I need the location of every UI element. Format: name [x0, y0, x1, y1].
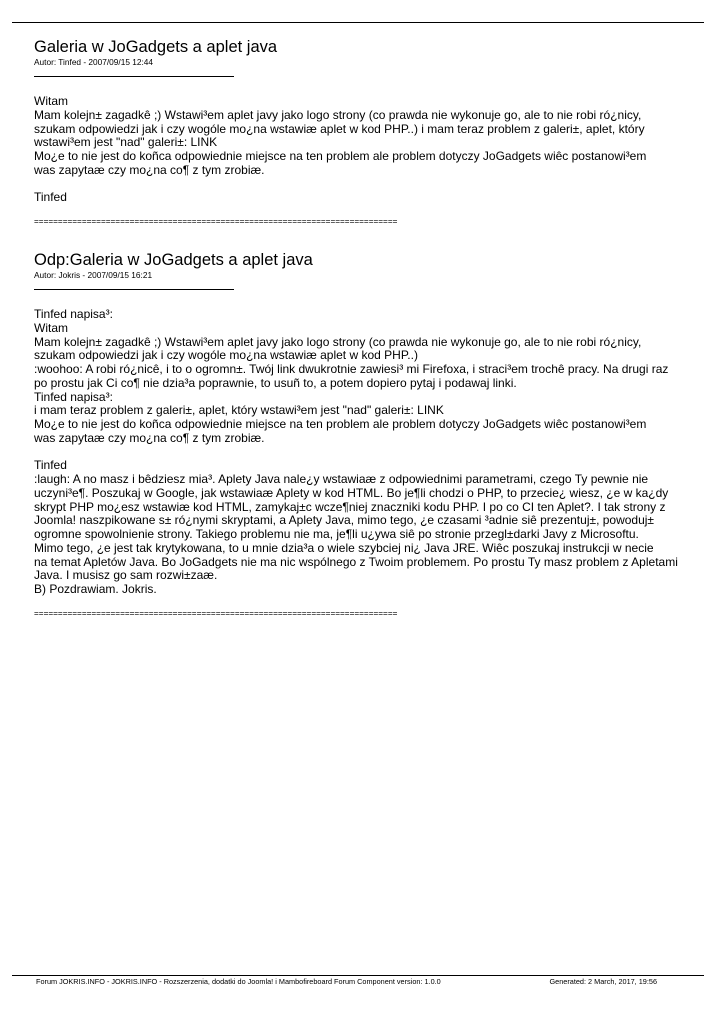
post-line: skrypt PHP mo¿esz wstawiæ kod HTML, zamykaj±c wcze¶niej znaczniki kodu PHP. I po co CI ten Aplet?. I tak strony z [34, 499, 666, 514]
post-author-date: Autor: Jokris - 2007/09/15 16:21 [34, 270, 153, 280]
post-line: Mimo tego, ¿e jest tak krytykowana, to u mnie dzia³a o wiele szybciej ni¿ Java JRE. Wiêc poszukaj instrukcji w necie [34, 540, 654, 555]
post-line: Witam [34, 320, 68, 335]
post-line: Tinfed [34, 458, 67, 473]
post-title: Odp:Galeria w JoGadgets a aplet java [34, 251, 313, 269]
post-line: Mo¿e to nie jest do koñca odpowiednie miejsce na ten problem ale problem dotyczy JoGadgets wiêc postanowi³em [34, 149, 647, 163]
post-author-date: Autor: Tinfed - 2007/09/15 12:44 [34, 57, 154, 67]
post-line: :laugh: A no masz i bêdziesz mia³. Aplety Java nale¿y wstawiaæ z odpowiednimi parametrami, czego Ty pewnie nie [34, 472, 649, 486]
footer-rule [12, 975, 704, 976]
post-line: Joomla! naszpikowane s± ró¿nymi skryptami, a Aplety Java, mimo tego, ¿e czasami ³adnie siê prezentuj±, powoduj± [34, 513, 655, 528]
forum-post [34, 251, 684, 619]
quote-header: Tinfed napisa³: [34, 307, 113, 321]
footer-source: Forum JOKRIS.INFO - JOKRIS.INFO - Rozszerzenia, dodatki do Joomla! i Mambofireboard Forum Component version: 1.0.0 [36, 977, 441, 986]
post-separator: ============================================================================ [34, 217, 398, 226]
post-line: Mo¿e to nie jest do koñca odpowiednie miejsce na ten problem ale problem dotyczy JoGadgets wiêc postanowi³em [34, 417, 647, 431]
post-line: was zapytaæ czy mo¿na co¶ z tym zrobiæ. [34, 162, 265, 177]
post-line: Mam kolejn± zagadkê ;) Wstawi³em aplet javy jako logo strony (co prawda nie wykonuje go, ale to nie robi ró¿nicy, [34, 334, 642, 349]
post-line: was zapytaæ czy mo¿na co¶ z tym zrobiæ. [34, 430, 265, 445]
post-line: :woohoo: A robi ró¿nicê, i to o ogromn±. Twój link dwukrotnie zawiesi³ mi Firefoxa, i straci³em trochê pracy. Na drugi raz [34, 362, 669, 376]
post-line: szukam odpowiedzi jak i czy wogóle mo¿na wstawiæ aplet w kod PHP..) i mam teraz problem z galeri±, aplet, który [34, 121, 645, 136]
post-line: B) Pozdrawiam. Jokris. [34, 582, 157, 596]
post-line: Mam kolejn± zagadkê ;) Wstawi³em aplet javy jako logo strony (co prawda nie wykonuje go, ale to nie robi ró¿nicy, [34, 107, 642, 122]
post-line: Witam [34, 94, 68, 108]
post-separator: ============================================================================ [34, 608, 398, 618]
post-line: wstawi³em jest "nad" galeri±: LINK [34, 135, 218, 150]
post-line: po prostu jak Ci co¶ nie dzia³a poprawnie, to usuñ to, a potem dopiero pytaj i podawaj linki. [34, 375, 517, 390]
post-line: Java. I musisz go sam rozwi±zaæ. [34, 568, 218, 583]
post-line: szukam odpowiedzi jak i czy wogóle mo¿na wstawiæ aplet w kod PHP..) [34, 348, 418, 363]
post-body [34, 308, 684, 597]
page-top-rule [12, 22, 704, 23]
title-underline [34, 289, 234, 290]
post-line: i mam teraz problem z galeri±, aplet, który wstawi³em jest "nad" galeri±: LINK [34, 403, 444, 418]
post-line: uczyni³e¶. Poszukaj w Google, jak wstawiaæ Aplety w kod HTML. Bo je¶li chodzi o PHP, to przecie¿ wiesz, ¿e w ka¿dy [34, 485, 669, 500]
footer-generated: Generated: 2 March, 2017, 19:56 [549, 977, 657, 986]
post-line [34, 178, 684, 192]
forum-post [34, 38, 684, 227]
post-title: Galeria w JoGadgets a aplet java [34, 38, 278, 56]
post-line [34, 446, 684, 460]
quote-header: Tinfed napisa³: [34, 389, 113, 404]
page-footer [36, 977, 657, 986]
post-line: Tinfed [34, 190, 67, 205]
title-underline [34, 76, 234, 77]
post-line: na temat Apletów Java. Bo JoGadgets nie ma nic wspólnego z Twoim problemem. Po prostu Ty masz problem z Apletami [34, 554, 678, 569]
post-body [34, 95, 684, 205]
post-line: ogromne spowolnienie strony. Takiego problemu nie ma, je¶li u¿ywa siê po stronie przegl±darki Javy z Microsoftu. [34, 527, 639, 541]
